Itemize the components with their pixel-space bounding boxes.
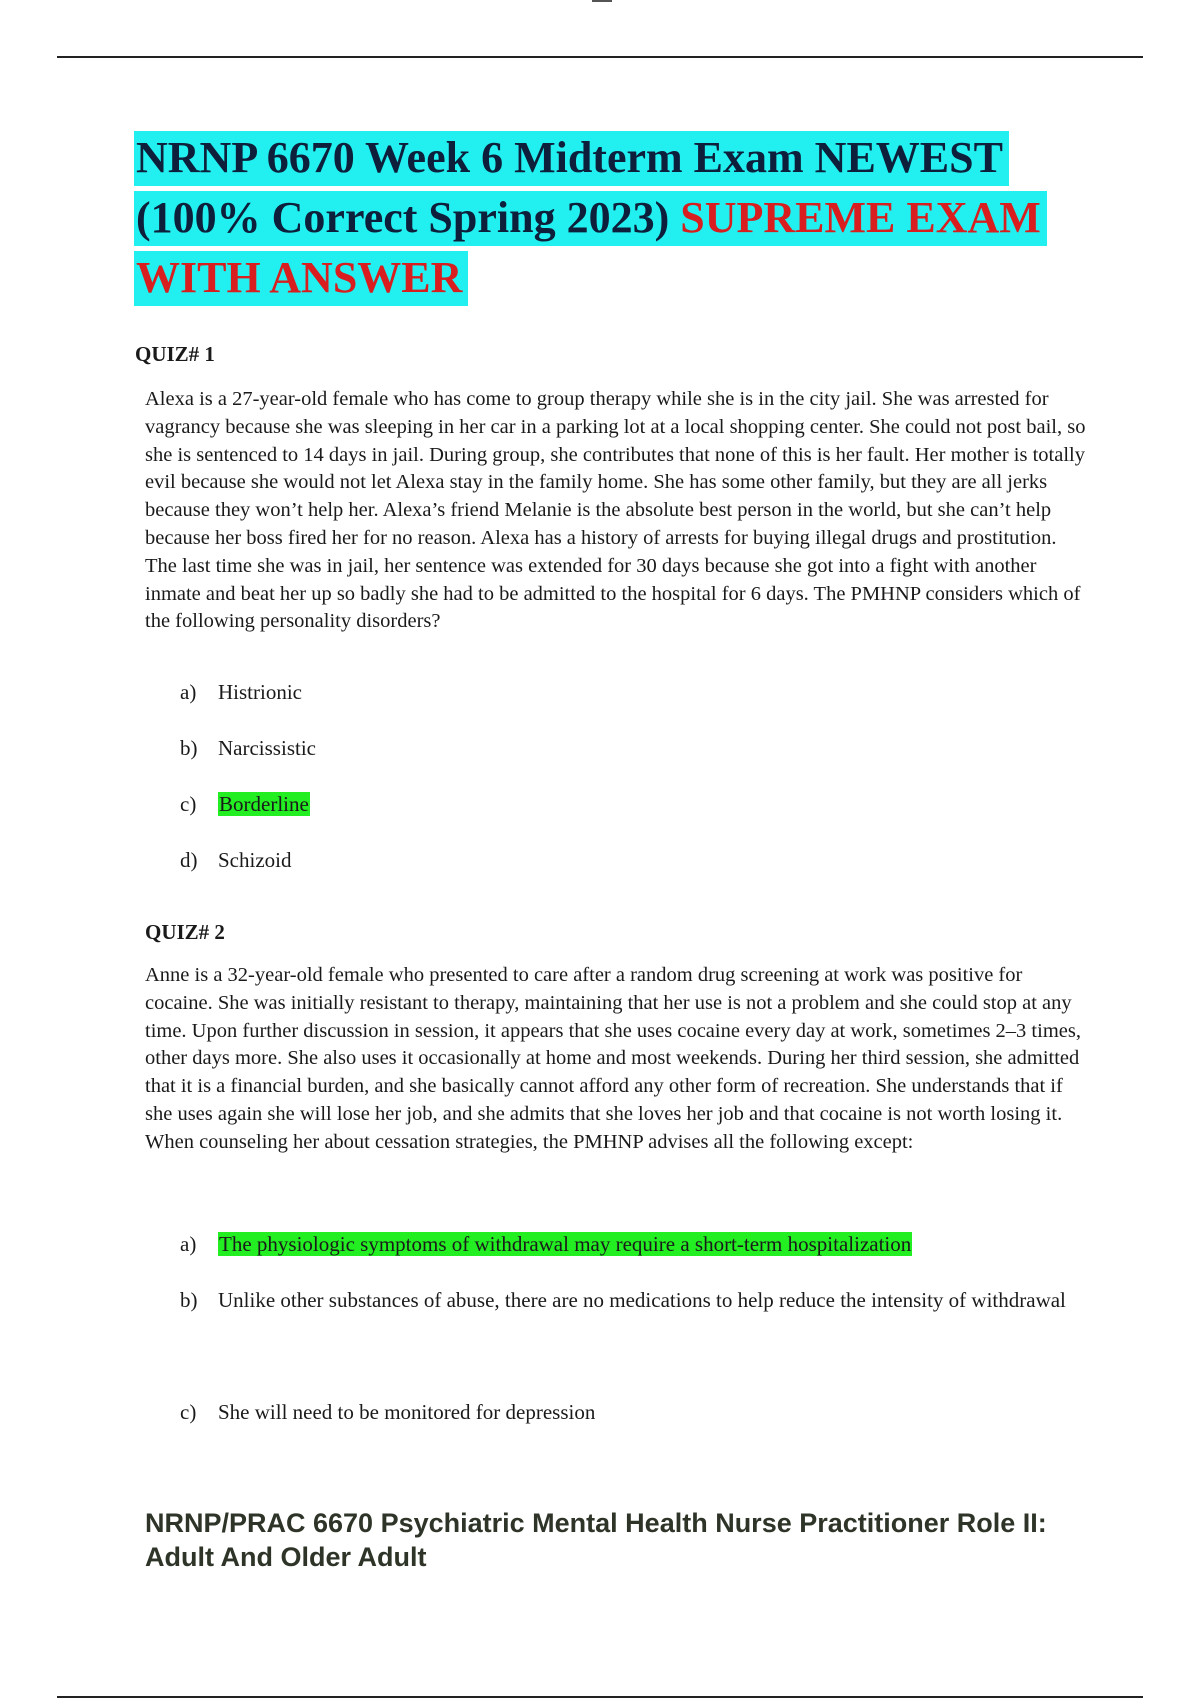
option-letter: b) xyxy=(180,1288,198,1312)
quiz1-option-b[interactable] xyxy=(180,734,316,790)
quiz1-option-d[interactable] xyxy=(180,846,316,902)
option-text: Unlike other substances of abuse, there are no medications to help reduce the intensity of withdrawal xyxy=(218,1288,1066,1312)
option-text: Schizoid xyxy=(218,848,292,872)
option-letter: b) xyxy=(180,736,198,760)
option-letter: a) xyxy=(180,1232,197,1256)
option-text: Narcissistic xyxy=(218,736,316,760)
title-line2-part2: SUPREME EXAM xyxy=(680,193,1041,242)
quiz2-label: QUIZ# 2 xyxy=(145,920,225,944)
quiz2-options xyxy=(180,1230,1078,1454)
quiz2-option-b[interactable] xyxy=(180,1286,1078,1398)
option-text: She will need to be monitored for depression xyxy=(218,1400,596,1424)
header-rule xyxy=(57,56,1143,58)
footer-rule xyxy=(57,1696,1143,1698)
option-letter: c) xyxy=(180,792,197,816)
option-letter: d) xyxy=(180,848,198,872)
quiz1-option-c[interactable] xyxy=(180,790,316,846)
option-text: Histrionic xyxy=(218,680,302,704)
page-top-mark xyxy=(592,0,612,2)
correct-answer-highlight: Borderline xyxy=(219,792,309,816)
quiz1-options xyxy=(180,678,316,902)
document-title xyxy=(134,128,1094,308)
correct-answer-highlight: The physiologic symptoms of withdrawal may require a short-term hospitalization xyxy=(219,1232,912,1256)
option-letter: a) xyxy=(180,680,197,704)
quiz1-question: Alexa is a 27-year-old female who has come to group therapy while she is in the city jail. She was arrested for vagrancy because she was sleeping in her car in a parking lot at a local shopping center. She could not post bail, so she is sentenced to 14 days in jail. During group, she contributes that none of this is her fault. Her mother is totally evil because she would not let Alexa stay in the family home. She has some other family, but they are all jerks because they won’t help her. Alexa’s friend Melanie is the absolute best person in the world, but she can’t help because her boss fired her for no reason. Alexa has a history of arrests for buying illegal drugs and prostitution. The last time she was in jail, her sentence was extended for 30 days because she got into a fight with another inmate and beat her up so badly she had to be admitted to the hospital for 6 days. The PMHNP considers which of the following personality disorders? xyxy=(145,388,1086,633)
quiz2-question: Anne is a 32-year-old female who presented to care after a random drug screening at work was positive for cocaine. She was initially resistant to therapy, maintaining that her use is not a problem and she could stop at any time. Upon further discussion in session, it appears that she uses cocaine every day at work, sometimes 2–3 times, other days more. She also uses it occasionally at home and most weekends. During her third session, she admitted that it is a financial burden, and she basically cannot afford any other form of recreation. She understands that if she uses again she will lose her job, and she admits that she loves her job and that cocaine is not worth losing it. When counseling her about cessation strategies, the PMHNP advises all the following except: xyxy=(145,964,1081,1153)
title-line2-part1: (100% Correct Spring 2023) xyxy=(136,193,681,242)
quiz2-option-c[interactable] xyxy=(180,1398,1078,1454)
quiz1-label: QUIZ# 1 xyxy=(135,342,215,366)
title-line3: WITH ANSWER xyxy=(134,251,468,306)
course-title-footer: NRNP/PRAC 6670 Psychiatric Mental Health Nurse Practitioner Role II: Adult And Older Adult xyxy=(145,1508,1047,1572)
title-line1: NRNP 6670 Week 6 Midterm Exam NEWEST xyxy=(134,131,1009,186)
quiz1-option-a[interactable] xyxy=(180,678,316,734)
option-letter: c) xyxy=(180,1400,197,1424)
